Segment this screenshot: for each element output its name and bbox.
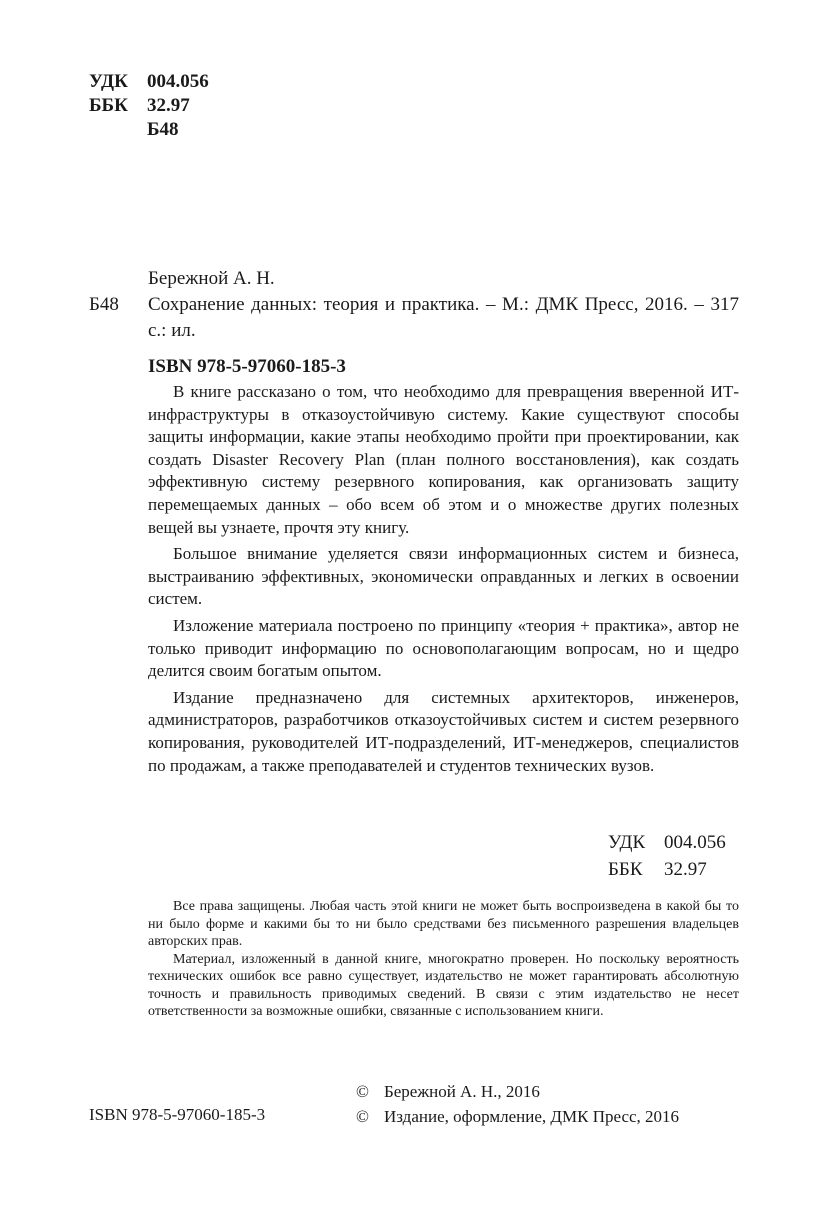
rights-paragraph: Материал, изложенный в данной книге, многократно проверен. Но поскольку вероятность технических ошибок все равно существует, издательство не может гарантировать абсолютную точность и правильность приводимых сведений. В связи с этим издательство не несет ответственности за возможные ошибки, связанные с использованием книги. <box>148 951 739 1019</box>
bbk-label: ББК <box>89 95 128 116</box>
title-author-mark: Б48 <box>89 294 119 315</box>
bibliographic-record <box>89 266 739 380</box>
book-title: Сохранение данных: теория и практика. – М.: ДМК Пресс, 2016. – 317 с.: ил. <box>148 294 739 341</box>
bbk-label-lower: ББК <box>608 859 643 880</box>
udk-row <box>89 70 209 94</box>
bbk-row <box>89 94 209 118</box>
classification-block <box>89 70 209 142</box>
bbk-value: 32.97 <box>147 95 190 116</box>
author-name: Бережной А. Н. <box>148 268 275 289</box>
annotation <box>148 381 739 777</box>
isbn-heading: ISBN 978-5-97060-185-3 <box>148 356 346 377</box>
copyright-block <box>356 1079 679 1129</box>
rights-paragraph: Все права защищены. Любая часть этой книги не может быть воспроизведена в какой бы то ни было форме и какими бы то ни было средствами без письменного разрешения владельцев авторских прав. <box>148 899 739 949</box>
author-mark-row <box>89 118 209 142</box>
copyright-sign: © <box>356 1082 369 1101</box>
classification-block-lower <box>608 829 726 883</box>
udk-label-lower: УДК <box>608 832 646 853</box>
annotation-paragraph: В книге рассказано о том, что необходимо для превращения вверенной ИТ-инфраструктуры в отказоустойчивую систему. Какие существуют способы защиты информации, какие этапы необходимо пройти при проектировании, как создать Disaster Recovery Plan (план полного восстановления), как создать эффективную систему резервного копирования, как организовать защиту перемещаемых данных – обо всем об этом и о множестве других полезных вещей вы узнаете, прочтя эту книгу. <box>148 382 739 537</box>
class-spacer <box>89 118 147 142</box>
copyright-publisher: Издание, оформление, ДМК Пресс, 2016 <box>384 1107 680 1126</box>
udk-row-lower <box>608 829 726 856</box>
copyright-sign: © <box>356 1107 369 1126</box>
bbk-value-lower: 32.97 <box>664 859 707 880</box>
copyright-author: Бережной А. Н., 2016 <box>384 1082 540 1101</box>
rights-notice <box>148 898 739 1021</box>
copyright-publisher-row <box>356 1104 679 1129</box>
udk-label: УДК <box>89 71 128 92</box>
annotation-paragraph: Большое внимание уделяется связи информационных систем и бизнеса, выстраиванию эффективных, экономически оправданных и легких в освоении систем. <box>148 544 739 609</box>
annotation-paragraph: Издание предназначено для системных архитекторов, инженеров, администраторов, разработчиков отказоустойчивых систем и систем резервного копирования, руководителей ИТ-подразделений, ИТ-менеджеров, специалистов по продажам, а также преподавателей и студентов технических вузов. <box>148 687 739 775</box>
author-mark: Б48 <box>147 119 179 140</box>
title-row <box>89 292 739 344</box>
footer-isbn: ISBN 978-5-97060-185-3 <box>89 1105 266 1124</box>
udk-value: 004.056 <box>147 71 209 92</box>
copyright-author-row <box>356 1079 679 1104</box>
annotation-paragraph: Изложение материала построено по принципу «теория + практика», автор не только приводит информацию по основополагающим вопросам, но и щедро делится своим богатым опытом. <box>148 615 739 681</box>
bbk-row-lower <box>608 856 726 883</box>
udk-value-lower: 004.056 <box>664 832 726 853</box>
